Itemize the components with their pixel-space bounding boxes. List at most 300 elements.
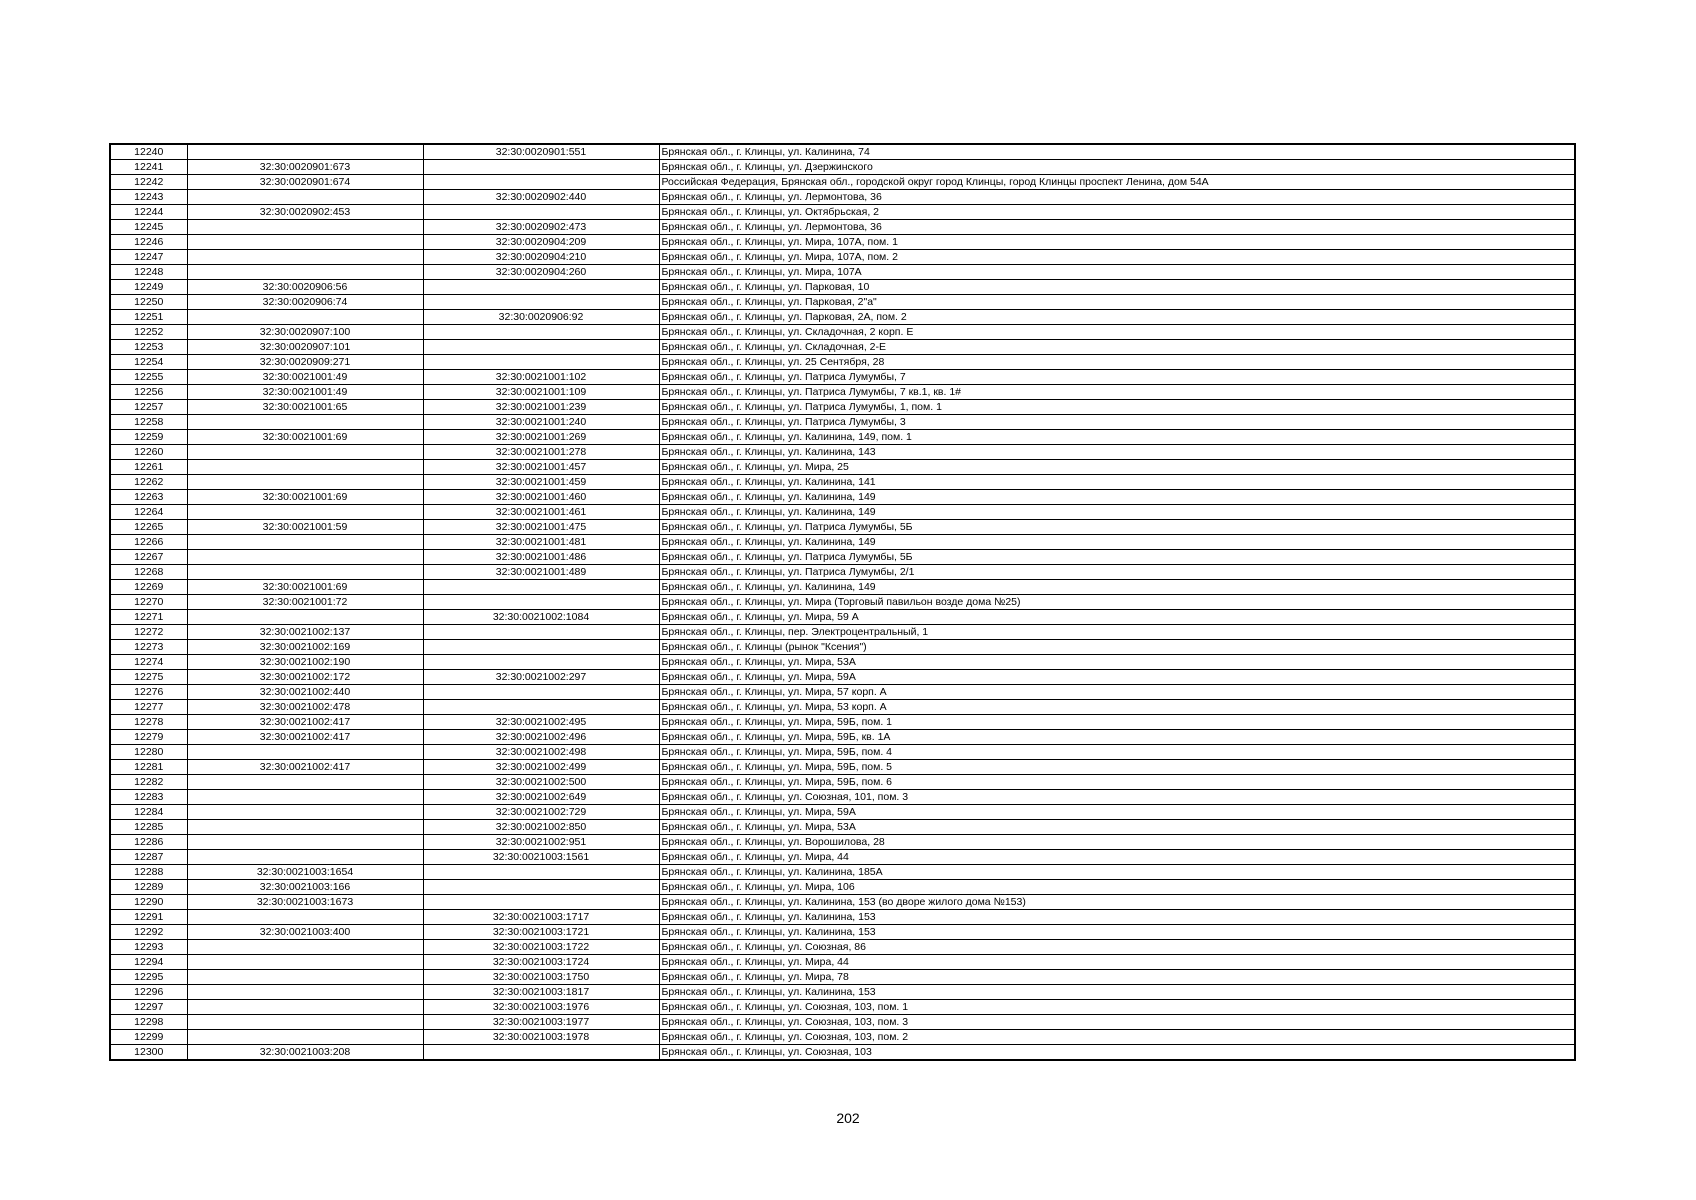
address-cell: Брянская обл., г. Клинцы, ул. Калинина, 153 (во дворе жилого дома №153)	[659, 895, 1575, 910]
row-number-cell: 12285	[110, 820, 187, 835]
address-cell: Брянская обл., г. Клинцы, ул. Мира, 59Б, пом. 6	[659, 775, 1575, 790]
cadastral-number-cell	[187, 1030, 423, 1045]
table-row	[110, 895, 1575, 910]
table-row	[110, 565, 1575, 580]
table-row	[110, 370, 1575, 385]
cadastral-number-cell: 32:30:0021002:417	[187, 730, 423, 745]
cadastral-number-cell: 32:30:0020907:101	[187, 340, 423, 355]
cadastral-number-cell: 32:30:0021002:478	[187, 700, 423, 715]
address-cell: Брянская обл., г. Клинцы, ул. Калинина, 153	[659, 910, 1575, 925]
address-cell: Брянская обл., г. Клинцы, ул. Октябрьская, 2	[659, 205, 1575, 220]
address-cell: Брянская обл., г. Клинцы, ул. Мира, 59Б, пом. 4	[659, 745, 1575, 760]
table-row	[110, 925, 1575, 940]
table-row	[110, 535, 1575, 550]
address-cell: Брянская обл., г. Клинцы, ул. Калинина, 149	[659, 490, 1575, 505]
row-number-cell: 12248	[110, 265, 187, 280]
row-number-cell: 12290	[110, 895, 187, 910]
row-number-cell: 12289	[110, 880, 187, 895]
object-cadastral-number-cell	[423, 340, 659, 355]
row-number-cell: 12244	[110, 205, 187, 220]
object-cadastral-number-cell: 32:30:0020902:440	[423, 190, 659, 205]
table-row	[110, 415, 1575, 430]
row-number-cell: 12300	[110, 1045, 187, 1061]
object-cadastral-number-cell: 32:30:0021003:1717	[423, 910, 659, 925]
object-cadastral-number-cell: 32:30:0021002:495	[423, 715, 659, 730]
row-number-cell: 12276	[110, 685, 187, 700]
cadastral-number-cell: 32:30:0020901:673	[187, 160, 423, 175]
address-cell: Брянская обл., г. Клинцы, ул. Калинина, 153	[659, 925, 1575, 940]
address-cell: Брянская обл., г. Клинцы, ул. Мира, 25	[659, 460, 1575, 475]
row-number-cell: 12287	[110, 850, 187, 865]
object-cadastral-number-cell: 32:30:0021001:239	[423, 400, 659, 415]
address-cell: Брянская обл., г. Клинцы, ул. Союзная, 86	[659, 940, 1575, 955]
address-cell: Брянская обл., г. Клинцы, ул. Мира, 59 А	[659, 610, 1575, 625]
address-cell: Брянская обл., г. Клинцы, ул. Союзная, 103, пом. 3	[659, 1015, 1575, 1030]
cadastral-number-cell: 32:30:0020902:453	[187, 205, 423, 220]
object-cadastral-number-cell: 32:30:0021001:278	[423, 445, 659, 460]
address-cell: Брянская обл., г. Клинцы (рынок "Ксения")	[659, 640, 1575, 655]
cadastral-number-cell: 32:30:0020906:56	[187, 280, 423, 295]
table-row	[110, 190, 1575, 205]
table-row	[110, 445, 1575, 460]
table-body	[110, 144, 1575, 1060]
table-row	[110, 1045, 1575, 1061]
object-cadastral-number-cell: 32:30:0021001:475	[423, 520, 659, 535]
cadastral-number-cell	[187, 190, 423, 205]
address-cell: Брянская обл., г. Клинцы, ул. Калинина, 141	[659, 475, 1575, 490]
cadastral-number-cell	[187, 250, 423, 265]
object-cadastral-number-cell	[423, 865, 659, 880]
object-cadastral-number-cell	[423, 160, 659, 175]
row-number-cell: 12277	[110, 700, 187, 715]
address-cell: Брянская обл., г. Клинцы, ул. Мира, 59Б, кв. 1А	[659, 730, 1575, 745]
row-number-cell: 12294	[110, 955, 187, 970]
row-number-cell: 12246	[110, 235, 187, 250]
cadastral-number-cell: 32:30:0021001:72	[187, 595, 423, 610]
object-cadastral-number-cell: 32:30:0020904:210	[423, 250, 659, 265]
address-cell: Брянская обл., г. Клинцы, ул. Союзная, 103	[659, 1045, 1575, 1061]
object-cadastral-number-cell	[423, 895, 659, 910]
cadastral-number-cell: 32:30:0021002:172	[187, 670, 423, 685]
object-cadastral-number-cell: 32:30:0021001:489	[423, 565, 659, 580]
cadastral-number-cell	[187, 610, 423, 625]
cadastral-number-cell: 32:30:0020906:74	[187, 295, 423, 310]
table-row	[110, 325, 1575, 340]
object-cadastral-number-cell	[423, 325, 659, 340]
table-row	[110, 144, 1575, 160]
table-row	[110, 205, 1575, 220]
address-cell: Брянская обл., г. Клинцы, ул. Мира, 107А, пом. 1	[659, 235, 1575, 250]
address-cell: Брянская обл., г. Клинцы, ул. Патриса Лумумбы, 5Б	[659, 550, 1575, 565]
row-number-cell: 12250	[110, 295, 187, 310]
cadastral-number-cell	[187, 850, 423, 865]
row-number-cell: 12295	[110, 970, 187, 985]
row-number-cell: 12271	[110, 610, 187, 625]
cadastral-number-cell	[187, 970, 423, 985]
table-row	[110, 820, 1575, 835]
object-cadastral-number-cell: 32:30:0020902:473	[423, 220, 659, 235]
object-cadastral-number-cell: 32:30:0021001:486	[423, 550, 659, 565]
row-number-cell: 12265	[110, 520, 187, 535]
cadastral-number-cell	[187, 310, 423, 325]
cadastral-number-cell: 32:30:0021001:49	[187, 385, 423, 400]
address-cell: Брянская обл., г. Клинцы, ул. Мира, 107А	[659, 265, 1575, 280]
table-row	[110, 670, 1575, 685]
object-cadastral-number-cell: 32:30:0021002:951	[423, 835, 659, 850]
object-cadastral-number-cell: 32:30:0021002:499	[423, 760, 659, 775]
address-cell: Брянская обл., г. Клинцы, ул. Калинина, 149	[659, 505, 1575, 520]
address-cell: Брянская обл., г. Клинцы, ул. Калинина, 153	[659, 985, 1575, 1000]
row-number-cell: 12270	[110, 595, 187, 610]
cadastral-number-cell: 32:30:0021002:440	[187, 685, 423, 700]
row-number-cell: 12247	[110, 250, 187, 265]
cadastral-number-cell	[187, 475, 423, 490]
address-cell: Брянская обл., г. Клинцы, ул. Мира, 53 корп. А	[659, 700, 1575, 715]
row-number-cell: 12267	[110, 550, 187, 565]
object-cadastral-number-cell	[423, 700, 659, 715]
object-cadastral-number-cell	[423, 355, 659, 370]
address-cell: Брянская обл., г. Клинцы, ул. Мира, 59Б, пом. 5	[659, 760, 1575, 775]
object-cadastral-number-cell	[423, 640, 659, 655]
object-cadastral-number-cell: 32:30:0020901:551	[423, 144, 659, 160]
object-cadastral-number-cell	[423, 655, 659, 670]
table-row	[110, 1030, 1575, 1045]
address-cell: Брянская обл., г. Клинцы, ул. Складочная, 2 корп. Е	[659, 325, 1575, 340]
table-row	[110, 850, 1575, 865]
object-cadastral-number-cell: 32:30:0021001:102	[423, 370, 659, 385]
cadastral-number-cell: 32:30:0020901:674	[187, 175, 423, 190]
address-cell: Брянская обл., г. Клинцы, ул. Парковая, 10	[659, 280, 1575, 295]
row-number-cell: 12269	[110, 580, 187, 595]
cadastral-number-cell	[187, 565, 423, 580]
table-row	[110, 775, 1575, 790]
address-cell: Брянская обл., г. Клинцы, ул. Мира, 106	[659, 880, 1575, 895]
row-number-cell: 12245	[110, 220, 187, 235]
row-number-cell: 12240	[110, 144, 187, 160]
object-cadastral-number-cell: 32:30:0021003:1817	[423, 985, 659, 1000]
table-row	[110, 1000, 1575, 1015]
table-row	[110, 505, 1575, 520]
object-cadastral-number-cell	[423, 295, 659, 310]
address-cell: Брянская обл., г. Клинцы, ул. Патриса Лумумбы, 7	[659, 370, 1575, 385]
object-cadastral-number-cell: 32:30:0021001:460	[423, 490, 659, 505]
table-row	[110, 460, 1575, 475]
cadastral-number-cell	[187, 940, 423, 955]
cadastral-number-cell	[187, 835, 423, 850]
table-row	[110, 175, 1575, 190]
object-cadastral-number-cell	[423, 685, 659, 700]
address-cell: Брянская обл., г. Клинцы, ул. Мира, 53А	[659, 820, 1575, 835]
object-cadastral-number-cell: 32:30:0021003:1724	[423, 955, 659, 970]
cadastral-number-cell	[187, 805, 423, 820]
address-cell: Брянская обл., г. Клинцы, ул. Патриса Лумумбы, 2/1	[659, 565, 1575, 580]
cadastral-number-cell: 32:30:0021001:69	[187, 490, 423, 505]
object-cadastral-number-cell: 32:30:0021003:1561	[423, 850, 659, 865]
table-row	[110, 430, 1575, 445]
table-row	[110, 490, 1575, 505]
object-cadastral-number-cell: 32:30:0021001:457	[423, 460, 659, 475]
row-number-cell: 12291	[110, 910, 187, 925]
table-row	[110, 970, 1575, 985]
table-row	[110, 835, 1575, 850]
cadastral-number-cell: 32:30:0021002:169	[187, 640, 423, 655]
object-cadastral-number-cell: 32:30:0020904:209	[423, 235, 659, 250]
object-cadastral-number-cell: 32:30:0021001:461	[423, 505, 659, 520]
table-row	[110, 790, 1575, 805]
row-number-cell: 12258	[110, 415, 187, 430]
row-number-cell: 12252	[110, 325, 187, 340]
table-row	[110, 235, 1575, 250]
row-number-cell: 12241	[110, 160, 187, 175]
cadastral-number-cell	[187, 775, 423, 790]
row-number-cell: 12279	[110, 730, 187, 745]
address-cell: Брянская обл., г. Клинцы, ул. Патриса Лумумбы, 7 кв.1, кв. 1#	[659, 385, 1575, 400]
object-cadastral-number-cell	[423, 280, 659, 295]
object-cadastral-number-cell	[423, 625, 659, 640]
address-cell: Брянская обл., г. Клинцы, ул. Калинина, 74	[659, 144, 1575, 160]
object-cadastral-number-cell: 32:30:0021001:481	[423, 535, 659, 550]
table-row	[110, 1015, 1575, 1030]
cadastral-number-cell: 32:30:0021001:59	[187, 520, 423, 535]
address-cell: Брянская обл., г. Клинцы, ул. Патриса Лумумбы, 5Б	[659, 520, 1575, 535]
table-row	[110, 610, 1575, 625]
table-row	[110, 985, 1575, 1000]
object-cadastral-number-cell	[423, 880, 659, 895]
table-row	[110, 625, 1575, 640]
cadastral-number-cell: 32:30:0021003:400	[187, 925, 423, 940]
row-number-cell: 12243	[110, 190, 187, 205]
address-cell: Брянская обл., г. Клинцы, ул. Мира, 78	[659, 970, 1575, 985]
table-row	[110, 730, 1575, 745]
table-row	[110, 580, 1575, 595]
address-cell: Брянская обл., г. Клинцы, ул. Союзная, 101, пом. 3	[659, 790, 1575, 805]
object-cadastral-number-cell: 32:30:0021002:1084	[423, 610, 659, 625]
address-cell: Брянская обл., г. Клинцы, ул. Калинина, 185А	[659, 865, 1575, 880]
address-cell: Брянская обл., г. Клинцы, ул. Парковая, 2"а"	[659, 295, 1575, 310]
cadastral-number-cell: 32:30:0021001:69	[187, 430, 423, 445]
cadastral-number-cell	[187, 505, 423, 520]
address-cell: Брянская обл., г. Клинцы, ул. Лермонтова, 36	[659, 220, 1575, 235]
row-number-cell: 12264	[110, 505, 187, 520]
table-row	[110, 400, 1575, 415]
cadastral-number-cell	[187, 144, 423, 160]
cadastral-number-cell	[187, 415, 423, 430]
object-cadastral-number-cell: 32:30:0021003:1721	[423, 925, 659, 940]
cadastral-number-cell	[187, 910, 423, 925]
cadastral-number-cell: 32:30:0021003:166	[187, 880, 423, 895]
row-number-cell: 12283	[110, 790, 187, 805]
row-number-cell: 12261	[110, 460, 187, 475]
row-number-cell: 12259	[110, 430, 187, 445]
row-number-cell: 12272	[110, 625, 187, 640]
row-number-cell: 12299	[110, 1030, 187, 1045]
row-number-cell: 12273	[110, 640, 187, 655]
object-cadastral-number-cell: 32:30:0021003:1977	[423, 1015, 659, 1030]
cadastral-number-cell	[187, 955, 423, 970]
row-number-cell: 12288	[110, 865, 187, 880]
table-row	[110, 910, 1575, 925]
address-cell: Брянская обл., г. Клинцы, ул. Калинина, 149	[659, 580, 1575, 595]
object-cadastral-number-cell: 32:30:0020906:92	[423, 310, 659, 325]
address-cell: Брянская обл., г. Клинцы, ул. Патриса Лумумбы, 3	[659, 415, 1575, 430]
address-cell: Брянская обл., г. Клинцы, ул. Мира (Торговый павильон возде дома №25)	[659, 595, 1575, 610]
table-row	[110, 220, 1575, 235]
table-row	[110, 940, 1575, 955]
table-row	[110, 160, 1575, 175]
cadastral-number-cell: 32:30:0021002:417	[187, 760, 423, 775]
object-cadastral-number-cell: 32:30:0021002:297	[423, 670, 659, 685]
row-number-cell: 12296	[110, 985, 187, 1000]
row-number-cell: 12284	[110, 805, 187, 820]
row-number-cell: 12260	[110, 445, 187, 460]
cadastral-number-cell: 32:30:0021003:208	[187, 1045, 423, 1061]
table-row	[110, 955, 1575, 970]
cadastral-number-cell: 32:30:0021003:1673	[187, 895, 423, 910]
row-number-cell: 12242	[110, 175, 187, 190]
cadastral-number-cell	[187, 535, 423, 550]
row-number-cell: 12281	[110, 760, 187, 775]
table-row	[110, 865, 1575, 880]
table-row	[110, 250, 1575, 265]
row-number-cell: 12255	[110, 370, 187, 385]
address-cell: Брянская обл., г. Клинцы, ул. Патриса Лумумбы, 1, пом. 1	[659, 400, 1575, 415]
object-cadastral-number-cell: 32:30:0021002:500	[423, 775, 659, 790]
object-cadastral-number-cell: 32:30:0021002:498	[423, 745, 659, 760]
table-row	[110, 385, 1575, 400]
object-cadastral-number-cell	[423, 595, 659, 610]
table-row	[110, 550, 1575, 565]
row-number-cell: 12274	[110, 655, 187, 670]
table-row	[110, 265, 1575, 280]
cadastral-number-cell: 32:30:0021002:190	[187, 655, 423, 670]
object-cadastral-number-cell: 32:30:0021002:850	[423, 820, 659, 835]
object-cadastral-number-cell	[423, 175, 659, 190]
row-number-cell: 12292	[110, 925, 187, 940]
address-cell: Брянская обл., г. Клинцы, ул. Ворошилова, 28	[659, 835, 1575, 850]
row-number-cell: 12266	[110, 535, 187, 550]
table-row	[110, 715, 1575, 730]
address-cell: Брянская обл., г. Клинцы, ул. Мира, 53А	[659, 655, 1575, 670]
cadastral-number-cell	[187, 550, 423, 565]
address-cell: Брянская обл., г. Клинцы, ул. Парковая, 2А, пом. 2	[659, 310, 1575, 325]
row-number-cell: 12280	[110, 745, 187, 760]
object-cadastral-number-cell	[423, 205, 659, 220]
object-cadastral-number-cell: 32:30:0021002:496	[423, 730, 659, 745]
table-row	[110, 655, 1575, 670]
row-number-cell: 12293	[110, 940, 187, 955]
row-number-cell: 12297	[110, 1000, 187, 1015]
row-number-cell: 12298	[110, 1015, 187, 1030]
cadastral-number-cell: 32:30:0021002:417	[187, 715, 423, 730]
cadastral-number-cell: 32:30:0020909:271	[187, 355, 423, 370]
cadastral-number-cell	[187, 460, 423, 475]
row-number-cell: 12253	[110, 340, 187, 355]
table-row	[110, 340, 1575, 355]
cadastral-number-cell: 32:30:0021001:65	[187, 400, 423, 415]
cadastral-number-cell: 32:30:0020907:100	[187, 325, 423, 340]
address-cell: Брянская обл., г. Клинцы, ул. Дзержинского	[659, 160, 1575, 175]
row-number-cell: 12268	[110, 565, 187, 580]
address-cell: Брянская обл., г. Клинцы, ул. Мира, 59А	[659, 805, 1575, 820]
address-cell: Брянская обл., г. Клинцы, ул. Складочная, 2-Е	[659, 340, 1575, 355]
cadastral-number-cell: 32:30:0021003:1654	[187, 865, 423, 880]
table-row	[110, 310, 1575, 325]
address-cell: Брянская обл., г. Клинцы, ул. Мира, 44	[659, 955, 1575, 970]
table-row	[110, 700, 1575, 715]
object-cadastral-number-cell: 32:30:0021003:1722	[423, 940, 659, 955]
address-cell: Брянская обл., г. Клинцы, пер. Электроцентральный, 1	[659, 625, 1575, 640]
cadastral-number-cell	[187, 745, 423, 760]
row-number-cell: 12282	[110, 775, 187, 790]
table-row	[110, 595, 1575, 610]
table-row	[110, 760, 1575, 775]
object-cadastral-number-cell: 32:30:0021001:269	[423, 430, 659, 445]
cadastral-number-cell	[187, 820, 423, 835]
row-number-cell: 12256	[110, 385, 187, 400]
table-row	[110, 640, 1575, 655]
table-row	[110, 355, 1575, 370]
table-row	[110, 280, 1575, 295]
object-cadastral-number-cell: 32:30:0021001:240	[423, 415, 659, 430]
cadastral-number-cell: 32:30:0021001:49	[187, 370, 423, 385]
address-cell: Брянская обл., г. Клинцы, ул. Мира, 44	[659, 850, 1575, 865]
table-row	[110, 475, 1575, 490]
table-row	[110, 295, 1575, 310]
object-cadastral-number-cell	[423, 1045, 659, 1061]
address-cell: Брянская обл., г. Клинцы, ул. Калинина, 149	[659, 535, 1575, 550]
row-number-cell: 12249	[110, 280, 187, 295]
row-number-cell: 12257	[110, 400, 187, 415]
address-cell: Брянская обл., г. Клинцы, ул. Калинина, 143	[659, 445, 1575, 460]
row-number-cell: 12275	[110, 670, 187, 685]
address-cell: Брянская обл., г. Клинцы, ул. Мира, 107А, пом. 2	[659, 250, 1575, 265]
row-number-cell: 12286	[110, 835, 187, 850]
object-cadastral-number-cell: 32:30:0021003:1978	[423, 1030, 659, 1045]
cadastral-number-cell	[187, 1015, 423, 1030]
address-cell: Брянская обл., г. Клинцы, ул. Мира, 59А	[659, 670, 1575, 685]
table-row	[110, 520, 1575, 535]
address-cell: Брянская обл., г. Клинцы, ул. Мира, 59Б, пом. 1	[659, 715, 1575, 730]
object-cadastral-number-cell: 32:30:0021001:109	[423, 385, 659, 400]
address-cell: Брянская обл., г. Клинцы, ул. Союзная, 103, пом. 2	[659, 1030, 1575, 1045]
object-cadastral-number-cell: 32:30:0021001:459	[423, 475, 659, 490]
address-cell: Брянская обл., г. Клинцы, ул. Союзная, 103, пом. 1	[659, 1000, 1575, 1015]
cadastral-number-cell	[187, 1000, 423, 1015]
object-cadastral-number-cell: 32:30:0021003:1750	[423, 970, 659, 985]
object-cadastral-number-cell	[423, 580, 659, 595]
object-cadastral-number-cell: 32:30:0021002:729	[423, 805, 659, 820]
address-cell: Российская Федерация, Брянская обл., городской округ город Клинцы, город Клинцы проспект Ленина, дом 54А	[659, 175, 1575, 190]
cadastral-number-cell	[187, 985, 423, 1000]
table-row	[110, 745, 1575, 760]
cadastral-number-cell	[187, 265, 423, 280]
cadastral-number-cell	[187, 220, 423, 235]
object-cadastral-number-cell: 32:30:0021002:649	[423, 790, 659, 805]
address-cell: Брянская обл., г. Клинцы, ул. 25 Сентября, 28	[659, 355, 1575, 370]
cadastral-number-cell	[187, 235, 423, 250]
address-cell: Брянская обл., г. Клинцы, ул. Лермонтова, 36	[659, 190, 1575, 205]
row-number-cell: 12251	[110, 310, 187, 325]
row-number-cell: 12278	[110, 715, 187, 730]
cadastral-number-cell: 32:30:0021001:69	[187, 580, 423, 595]
address-cell: Брянская обл., г. Клинцы, ул. Калинина, 149, пом. 1	[659, 430, 1575, 445]
row-number-cell: 12254	[110, 355, 187, 370]
address-cell: Брянская обл., г. Клинцы, ул. Мира, 57 корп. А	[659, 685, 1575, 700]
table-row	[110, 805, 1575, 820]
cadastral-number-cell	[187, 445, 423, 460]
object-cadastral-number-cell: 32:30:0021003:1976	[423, 1000, 659, 1015]
cadastral-number-cell	[187, 790, 423, 805]
